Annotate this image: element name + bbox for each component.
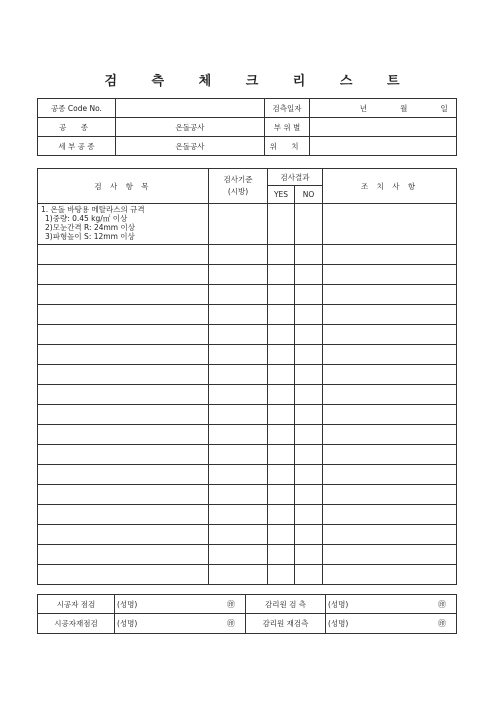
name-placeholder: (성명) (328, 599, 349, 609)
no-cell[interactable] (295, 385, 323, 405)
checklist-table (37, 168, 457, 585)
no-cell[interactable] (295, 465, 323, 485)
standard-cell[interactable] (209, 325, 268, 345)
item-cell[interactable] (38, 345, 209, 365)
col-yes-header: YES (268, 186, 295, 204)
header-table (37, 98, 457, 156)
no-cell[interactable] (295, 265, 323, 285)
seal-icon: ㊞ (227, 619, 235, 628)
yes-cell[interactable] (268, 545, 295, 565)
signature-table (37, 594, 457, 634)
contractor-recheck-sign[interactable] (115, 614, 246, 634)
yes-cell[interactable] (268, 265, 295, 285)
contractor-recheck-label: 시공자재점검 (38, 614, 115, 634)
action-cell[interactable] (323, 545, 457, 565)
supervisor-recheck-label: 감리원 재검측 (246, 614, 326, 634)
standard-cell[interactable] (209, 565, 268, 585)
part-label: 부 위 별 (265, 118, 310, 137)
yes-cell[interactable] (268, 505, 295, 525)
item-cell[interactable] (38, 305, 209, 325)
detail-label: 세 부 공 종 (38, 137, 116, 156)
table-row (38, 325, 457, 345)
no-cell[interactable] (295, 545, 323, 565)
yes-cell[interactable] (268, 365, 295, 385)
table-row (38, 204, 457, 245)
standard-cell[interactable] (209, 245, 268, 265)
part-value[interactable] (310, 118, 457, 137)
work-type-value[interactable]: 온돌공사 (116, 118, 265, 137)
date-label: 검측일자 (265, 99, 310, 118)
action-cell[interactable] (323, 325, 457, 345)
table-row (38, 385, 457, 405)
item-1-line-2: 2)모눈간격 R: 24mm 이상 (45, 223, 135, 232)
standard-cell[interactable] (209, 485, 268, 505)
action-cell[interactable] (323, 405, 457, 425)
col-result-header: 검사결과 (268, 169, 323, 186)
no-cell[interactable] (295, 345, 323, 365)
no-cell[interactable] (295, 365, 323, 385)
yes-cell[interactable] (268, 385, 295, 405)
supervisor-recheck-sign[interactable] (326, 614, 457, 634)
action-cell[interactable] (323, 385, 457, 405)
item-cell[interactable] (38, 545, 209, 565)
item-cell[interactable] (38, 405, 209, 425)
table-row (38, 285, 457, 305)
standard-cell[interactable] (209, 425, 268, 445)
table-row (38, 445, 457, 465)
table-row (38, 305, 457, 325)
col-standard-label: 검사기준 (223, 175, 253, 184)
no-cell[interactable] (295, 425, 323, 445)
no-cell[interactable] (295, 445, 323, 465)
yes-cell[interactable] (268, 285, 295, 305)
col-item-header: 검 사 항 목 (38, 169, 209, 204)
standard-cell[interactable] (209, 525, 268, 545)
action-cell[interactable] (323, 565, 457, 585)
contractor-check-label: 시공자 점검 (38, 595, 115, 614)
table-row (38, 265, 457, 285)
standard-cell[interactable] (209, 285, 268, 305)
col-standard-header (209, 169, 268, 204)
col-action-header: 조 치 사 항 (323, 169, 457, 204)
table-row (38, 505, 457, 525)
name-placeholder: (성명) (117, 619, 138, 628)
yes-cell[interactable] (268, 325, 295, 345)
yes-cell[interactable] (268, 305, 295, 325)
standard-cell[interactable] (209, 445, 268, 465)
yes-cell[interactable] (268, 525, 295, 545)
location-label: 위 치 (265, 137, 310, 156)
col-no-header: NO (295, 186, 323, 204)
item-cell[interactable] (38, 425, 209, 445)
date-value[interactable] (310, 99, 457, 118)
code-label: 공종 Code No. (38, 99, 116, 118)
yes-cell[interactable] (268, 345, 295, 365)
action-cell[interactable] (323, 265, 457, 285)
action-cell[interactable] (323, 245, 457, 265)
no-cell[interactable] (295, 405, 323, 425)
item-cell[interactable] (38, 565, 209, 585)
item-1-line-1: 1)중량: 0.45 kg/㎡ 이상 (45, 214, 128, 223)
no-cell[interactable] (295, 305, 323, 325)
table-row (38, 485, 457, 505)
item-1-title: 1. 온돌 바탕용 메탈라스의 규격 (41, 205, 145, 214)
item-cell[interactable] (38, 245, 209, 265)
date-month: 월 (400, 103, 408, 113)
date-day: 일 (440, 103, 448, 113)
table-row (38, 525, 457, 545)
item-cell[interactable] (38, 385, 209, 405)
item-1-line-3: 3)파형높이 S: 12mm 이상 (45, 232, 135, 241)
action-cell[interactable] (323, 345, 457, 365)
item-1 (38, 204, 209, 245)
standard-cell[interactable] (209, 545, 268, 565)
date-year: 년 (359, 103, 367, 113)
action-cell[interactable] (323, 505, 457, 525)
standard-cell[interactable] (209, 405, 268, 425)
standard-cell[interactable] (209, 385, 268, 405)
standard-cell[interactable] (209, 305, 268, 325)
standard-cell[interactable] (209, 265, 268, 285)
standard-cell[interactable] (209, 505, 268, 525)
no-cell[interactable] (295, 565, 323, 585)
item-cell[interactable] (38, 265, 209, 285)
table-row (38, 425, 457, 445)
yes-cell[interactable] (268, 204, 295, 245)
table-row (38, 405, 457, 425)
action-cell[interactable] (323, 305, 457, 325)
item-cell[interactable] (38, 445, 209, 465)
name-placeholder: (성명) (117, 599, 138, 609)
location-value[interactable] (310, 137, 457, 156)
yes-cell[interactable] (268, 565, 295, 585)
action-cell[interactable] (323, 204, 457, 245)
page-title: 검 측 체 크 리 스 트 (104, 74, 415, 89)
yes-cell[interactable] (268, 485, 295, 505)
item-cell[interactable] (38, 365, 209, 385)
action-cell[interactable] (323, 525, 457, 545)
seal-icon: ㊞ (227, 599, 235, 609)
item-cell[interactable] (38, 465, 209, 485)
name-placeholder: (성명) (328, 619, 349, 628)
no-cell[interactable] (295, 505, 323, 525)
action-cell[interactable] (323, 465, 457, 485)
table-row (38, 565, 457, 585)
action-cell[interactable] (323, 285, 457, 305)
action-cell[interactable] (323, 445, 457, 465)
seal-icon: ㊞ (438, 599, 446, 609)
table-row (38, 545, 457, 565)
action-cell[interactable] (323, 365, 457, 385)
item-cell[interactable] (38, 485, 209, 505)
yes-cell[interactable] (268, 465, 295, 485)
standard-cell[interactable] (209, 365, 268, 385)
yes-cell[interactable] (268, 445, 295, 465)
standard-cell[interactable] (209, 465, 268, 485)
yes-cell[interactable] (268, 245, 295, 265)
detail-value[interactable]: 온돌공사 (116, 137, 265, 156)
code-value[interactable] (116, 99, 265, 118)
action-cell[interactable] (323, 425, 457, 445)
no-cell[interactable] (295, 285, 323, 305)
item-cell[interactable] (38, 285, 209, 305)
seal-icon: ㊞ (438, 619, 446, 628)
yes-cell[interactable] (268, 405, 295, 425)
col-standard-sub: (시방) (227, 187, 249, 196)
no-cell[interactable] (295, 325, 323, 345)
contractor-check-sign[interactable] (115, 595, 246, 614)
standard-cell[interactable] (209, 204, 268, 245)
table-row (38, 345, 457, 365)
table-row (38, 465, 457, 485)
yes-cell[interactable] (268, 425, 295, 445)
item-cell[interactable] (38, 505, 209, 525)
no-cell[interactable] (295, 485, 323, 505)
empty-rows (38, 245, 457, 585)
no-cell[interactable] (295, 525, 323, 545)
item-cell[interactable] (38, 325, 209, 345)
supervisor-check-sign[interactable] (326, 595, 457, 614)
item-cell[interactable] (38, 525, 209, 545)
no-cell[interactable] (295, 204, 323, 245)
standard-cell[interactable] (209, 345, 268, 365)
table-row (38, 365, 457, 385)
no-cell[interactable] (295, 245, 323, 265)
table-row (38, 245, 457, 265)
work-type-label: 공 종 (38, 118, 116, 137)
supervisor-check-label: 감리원 검 측 (246, 595, 326, 614)
action-cell[interactable] (323, 485, 457, 505)
